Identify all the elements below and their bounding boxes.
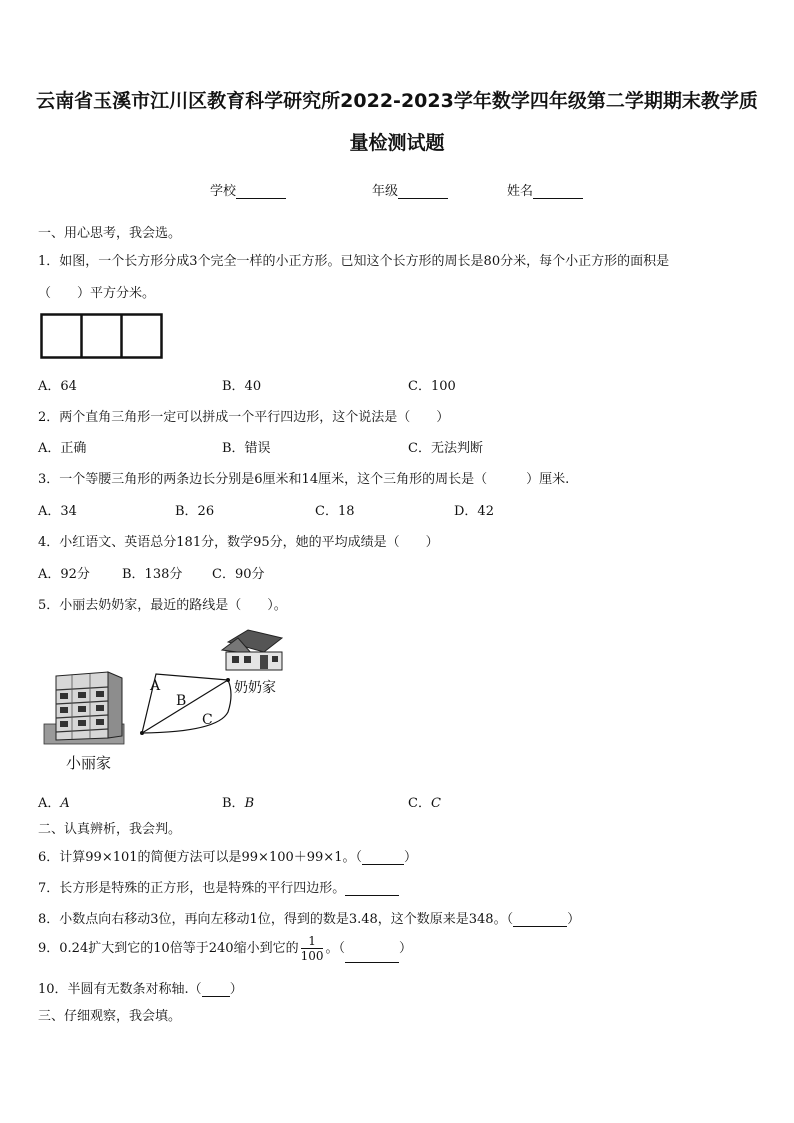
q5-option-a[interactable]: A．A [38, 796, 70, 811]
house-icon [222, 630, 282, 670]
q10-answer-blank[interactable] [202, 984, 230, 997]
q1-option-a[interactable]: A．64 [38, 379, 77, 394]
name-label: 姓名 [507, 184, 534, 199]
q5-option-a-letter: A [60, 796, 70, 811]
q5-text: 5．小丽去奶奶家，最近的路线是（ ）。 [38, 598, 287, 613]
q9-answer-blank[interactable] [345, 950, 399, 963]
school-field [210, 180, 286, 199]
q6-text: 6．计算99×101的简便方法可以是99×100＋99×1。（ ） [38, 850, 417, 865]
q4-option-a[interactable]: A．92分 [38, 567, 90, 582]
q5-route-figure [38, 628, 298, 778]
route-a-label: A [150, 678, 161, 694]
name-blank[interactable] [533, 186, 583, 199]
q4-option-c[interactable]: C．90分 [212, 567, 265, 582]
q1-text: 1．如图，一个长方形分成3个完全一样的小正方形。已知这个长方形的周长是80分米，每个小正方形的面积是 [38, 254, 670, 269]
xiaoli-home-label: 小丽家 [66, 754, 112, 772]
name-field [507, 180, 583, 199]
q5-option-c-letter: C [430, 796, 441, 811]
grandma-home-label: 奶奶家 [234, 680, 276, 696]
q8-answer-blank[interactable] [513, 914, 567, 927]
q4-text: 4．小红语文、英语总分181分，数学95分，她的平均成绩是（ ） [38, 535, 439, 550]
q1-option-c[interactable]: C．100 [408, 379, 456, 394]
q7-text: 7．长方形是特殊的正方形，也是特殊的平行四边形。 [38, 877, 399, 896]
section2-heading: 二、认真辨析，我会判。 [38, 822, 182, 837]
grade-label: 年级 [372, 184, 399, 199]
route-c-label: C [202, 712, 213, 728]
q1-text-cont: （ ）平方分米。 [38, 286, 156, 301]
q5-option-b[interactable]: B．B [222, 796, 255, 811]
q2-text: 2．两个直角三角形一定可以拼成一个平行四边形，这个说法是（ ） [38, 410, 450, 425]
q3-text: 3．一个等腰三角形的两条边长分别是6厘米和14厘米，这个三角形的周长是（ ）厘米. [38, 472, 570, 487]
q1-rectangle-figure [40, 313, 164, 359]
q1-option-b[interactable]: B．40 [222, 379, 262, 394]
q3-option-b[interactable]: B．26 [175, 504, 215, 519]
grade-field [372, 180, 448, 199]
apartment-building-icon [44, 672, 124, 744]
q6-answer-blank[interactable] [362, 852, 404, 865]
section1-heading: 一、用心思考，我会选。 [38, 226, 182, 241]
q10-text: 10．半圆有无数条对称轴.（ ） [38, 982, 243, 997]
q9-text: 9．0.24扩大到它的10倍等于240缩小到它的 $\frac{1}{100}$ 。（ ） [38, 934, 413, 963]
q2-option-b[interactable]: B．错误 [222, 441, 271, 456]
route-b-label: B [176, 693, 187, 709]
q3-option-a[interactable]: A．34 [38, 504, 77, 519]
q3-option-d[interactable]: D．42 [454, 504, 494, 519]
q5-option-c[interactable]: C．C [408, 796, 441, 811]
q9-fraction: $\frac{1}{100}$ [300, 934, 324, 963]
q7-answer-blank[interactable] [345, 883, 399, 896]
q3-option-c[interactable]: C．18 [315, 504, 355, 519]
grade-blank[interactable] [398, 186, 448, 199]
document-title-line1: 云南省玉溪市江川区教育科学研究所2022-2023学年数学四年级第二学期期末教学质 [36, 90, 758, 112]
school-label: 学校 [210, 184, 237, 199]
q8-text: 8．小数点向右移动3位，再向左移动1位，得到的数是3.48，这个数原来是348。（ ） [38, 912, 581, 927]
document-title-line2: 量检测试题 [349, 132, 445, 154]
section3-heading: 三、仔细观察，我会填。 [38, 1009, 182, 1024]
q4-option-b[interactable]: B．138分 [122, 567, 183, 582]
q2-option-c[interactable]: C．无法判断 [408, 441, 483, 456]
q2-option-a[interactable]: A．正确 [38, 441, 87, 456]
q5-option-b-letter: B [244, 796, 255, 811]
school-blank[interactable] [236, 186, 286, 199]
